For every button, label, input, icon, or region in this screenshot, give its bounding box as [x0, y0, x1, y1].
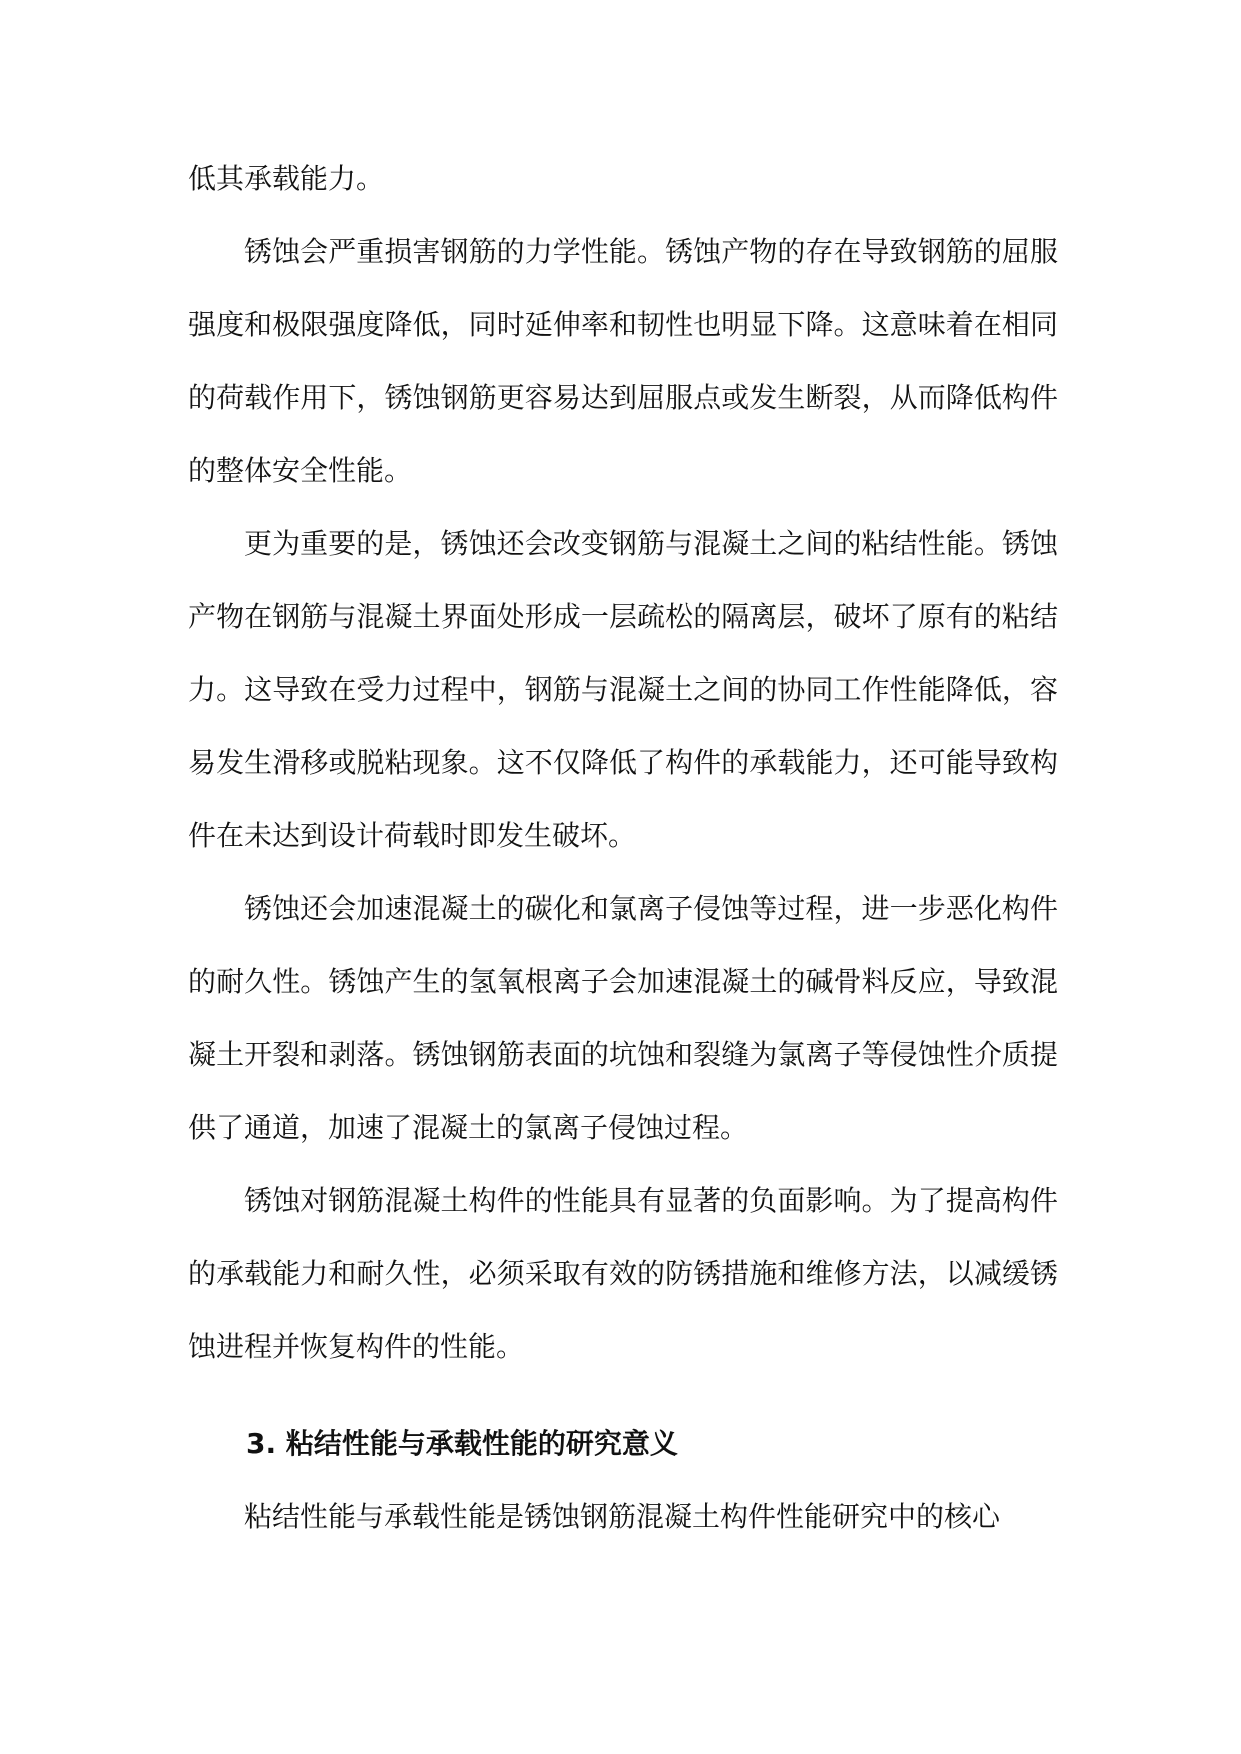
paragraph-section-intro: 粘结性能与承载性能是锈蚀钢筋混凝土构件性能研究中的核心 [244, 1500, 1001, 1533]
paragraph-summary: 锈蚀对钢筋混凝土构件的性能具有显著的负面影响。为了提高构件的承载能力和耐久性，必须采取有效的防锈措施和维修方法，以减缓锈蚀进程并恢复构件的性能。 [188, 1184, 1058, 1363]
document-body [188, 142, 1058, 1553]
paragraph-bond-performance: 更为重要的是，锈蚀还会改变钢筋与混凝土之间的粘结性能。锈蚀产物在钢筋与混凝土界面处形成一层疏松的隔离层，破坏了原有的粘结力。这导致在受力过程中，钢筋与混凝土之间的协同工作性能降低，容易发生滑移或脱粘现象。这不仅降低了构件的承载能力，还可能导致构件在未达到设计荷载时即发生破坏。 [188, 527, 1058, 852]
section-heading: 3. 粘结性能与承载性能的研究意义 [246, 1427, 678, 1460]
paragraph-continuation: 低其承载能力。 [188, 162, 385, 195]
paragraph-mechanical-properties: 锈蚀会严重损害钢筋的力学性能。锈蚀产物的存在导致钢筋的屈服强度和极限强度降低，同时延伸率和韧性也明显下降。这意味着在相同的荷载作用下，锈蚀钢筋更容易达到屈服点或发生断裂，从而降低构件的整体安全性能。 [188, 235, 1058, 487]
paragraph-durability: 锈蚀还会加速混凝土的碳化和氯离子侵蚀等过程，进一步恶化构件的耐久性。锈蚀产生的氢氧根离子会加速混凝土的碱骨料反应，导致混凝土开裂和剥落。锈蚀钢筋表面的坑蚀和裂缝为氯离子等侵蚀性介质提供了通道，加速了混凝土的氯离子侵蚀过程。 [188, 892, 1058, 1144]
